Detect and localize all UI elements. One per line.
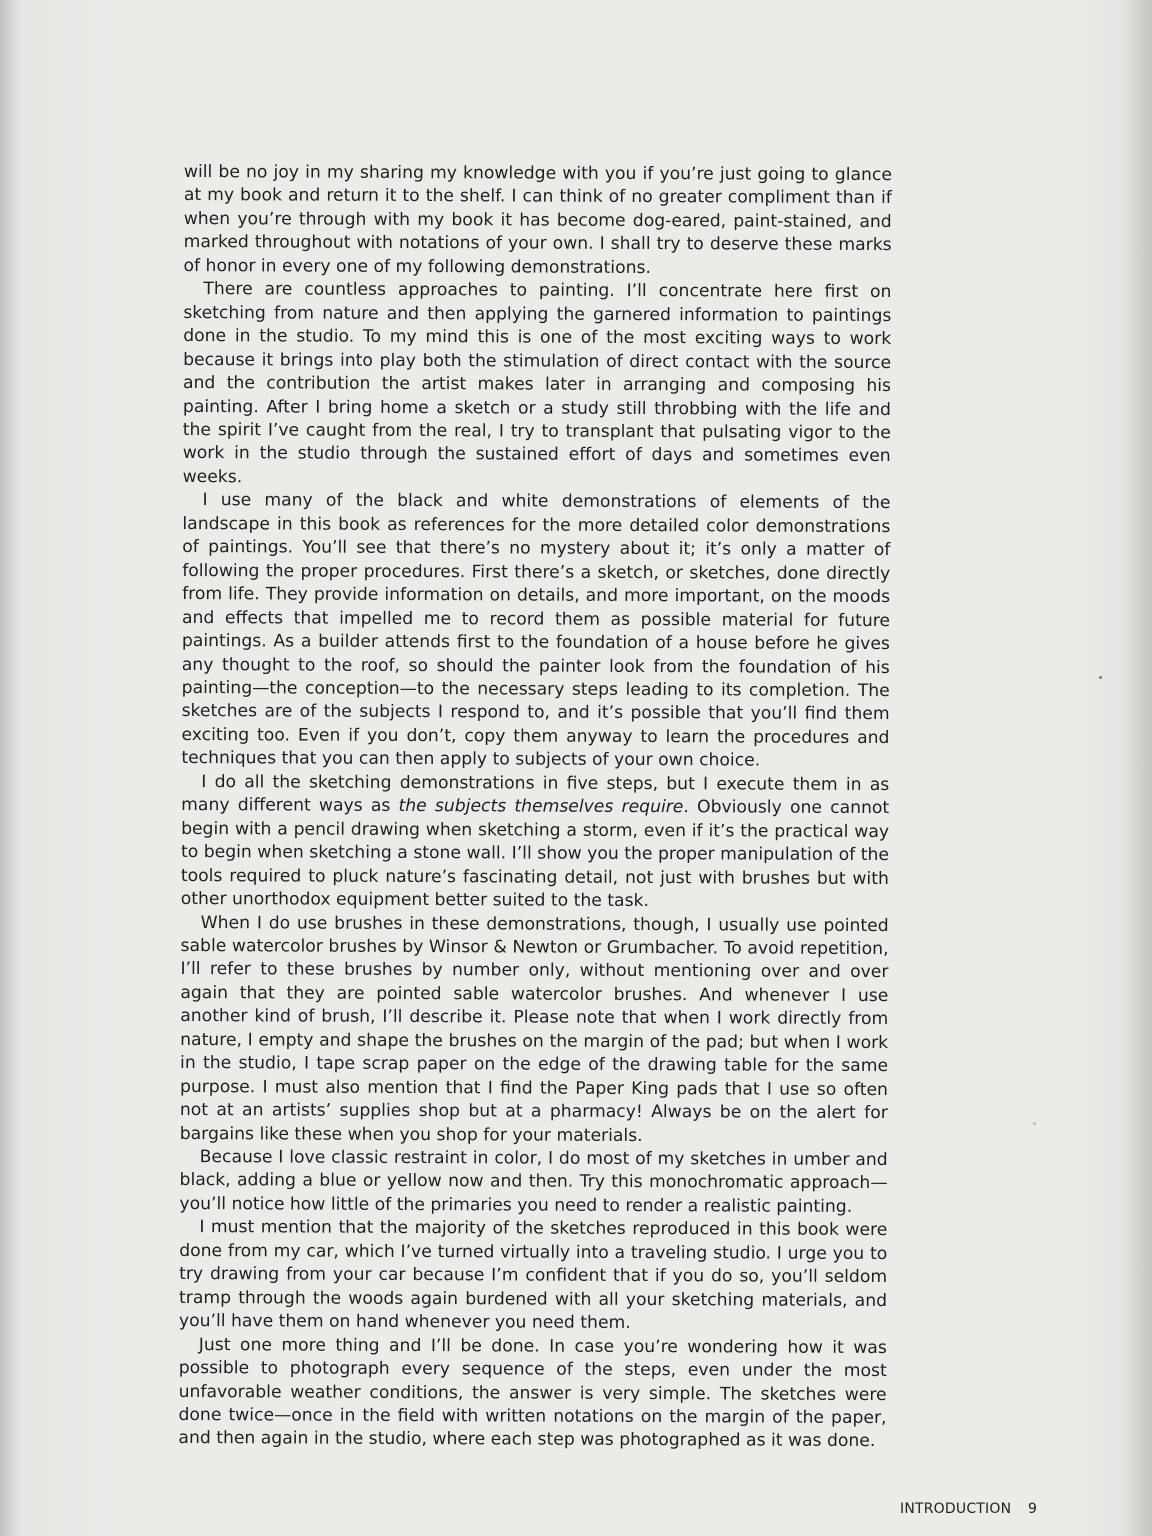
page-number: 9 xyxy=(1027,1501,1038,1517)
paragraph-continuation: will be no joy in my sharing my knowledge with you if you’re just going to glance at my book and return it to the shelf. I can think of no greater compliment than if when you’re through with my book it has become dog-eared, paint-stained, and marked throughout with notations of your own. I shall try to deserve these marks of honor in every one of my following demonstrations. xyxy=(183,161,892,278)
section-label: INTRODUCTION xyxy=(900,1501,1012,1517)
body-text xyxy=(178,161,892,1454)
paragraph-approaches: There are countless approaches to painting. I’ll concentrate here first on sketching from nature and then applying the garnered information to paintings done in the studio. To my mind this is one of the most exciting ways to work because it brings into play both the stimulation of direct contact with the source and the contribution the artist makes later in arranging and composing his painting. After I bring home a sketch or a study still throbbing with the life and the spirit I’ve caught from the real, I try to transplant that pulsating vigor to the work in the studio through the sustained effort of days and sometimes even weeks. xyxy=(182,279,892,488)
paragraph-photography: Just one more thing and I’ll be done. In case you’re wondering how it was possible to photograph every sequence of the steps, even under the most unfavorable weather conditions, the answer is very simple. The sketches were done twice—once in the field with written notations on the margin of the paper, and then again in the studio, where each step was photographed as it was done. xyxy=(178,1334,887,1452)
paragraph-demonstrations: I use many of the black and white demonstrations of elements of the landscape in this book as references for the more detailed color demonstrations of paintings. You’ll see that there’s no mystery about it; it’s only a matter of following the proper procedures. First there’s a sketch, or sketches, done directly from life. They provide information on details, and more important, on the moods and effects that impelled me to record them as possible material for future paintings. As a builder attends first to the foundation of a house before he gives any thought to the roof, so should the painter look from the foundation of his painting—the conception—to the necessary steps leading to its completion. The sketches are of the subjects I respond to, and it’s possible that you’ll find them exciting too. Even if you don’t, copy them anyway to learn the procedures and techniques that you can then apply to subjects of your own choice. xyxy=(181,490,891,771)
paragraph-five-steps-end: . Obviously one cannot begin with a pencil drawing when sketching a storm, even if it’s the practical way to begin when sketching a stone wall. I’ll show you the proper manipulation of the tools required to pluck nature’s fascinating detail, not just with brushes but with other unorthodox equipment better suited to the task. xyxy=(180,797,890,912)
paper-speck xyxy=(1033,1122,1036,1125)
paragraph-five-steps xyxy=(181,771,890,915)
page-left-shadow xyxy=(0,0,22,1536)
paragraph-brushes: When I do use brushes in these demonstrations, though, I usually use pointed sable watercolor brushes by Winsor & Newton or Grumbacher. To avoid repetition, I’ll refer to these brushes by number only, without mentioning over and over again that they are pointed sable watercolor brushes. And whenever I use another kind of brush, I’ll describe it. Please note that when I work directly from nature, I empty and shape the brushes on the margin of the pad; but when I work in the studio, I tape scrap paper on the edge of the drawing table for the same purpose. I must also mention that I find the Paper King pads that I use so often not at an artists’ supplies shop but at a pharmacy! Always be on the alert for bargains like these when you shop for your materials. xyxy=(179,912,889,1146)
page-footer xyxy=(900,1501,1060,1525)
paragraph-car-studio: I must mention that the majority of the sketches reproduced in this book were done from my car, which I’ve turned virtually into a traveling studio. I urge you to try drawing from your car because I’m confident that if you do so, you’ll seldom tramp through the woods again burdened with all your sketching materials, and you’ll have them on hand whenever you need them. xyxy=(178,1217,888,1334)
paragraph-five-steps-start: I do all the sketching demonstrations in five steps, but I execute them in as many different ways as xyxy=(181,771,890,817)
paragraph-five-steps-italic: the subjects themselves require xyxy=(398,796,684,818)
paper-speck xyxy=(1099,676,1102,679)
paragraph-color-restraint: Because I love classic restraint in color, I do most of my sketches in umber and black, adding a blue or yellow now and then. Try this monochromatic approach—you’ll notice how little of the primaries you need to render a realistic painting. xyxy=(179,1147,888,1217)
page-right-edge xyxy=(1122,0,1152,1536)
